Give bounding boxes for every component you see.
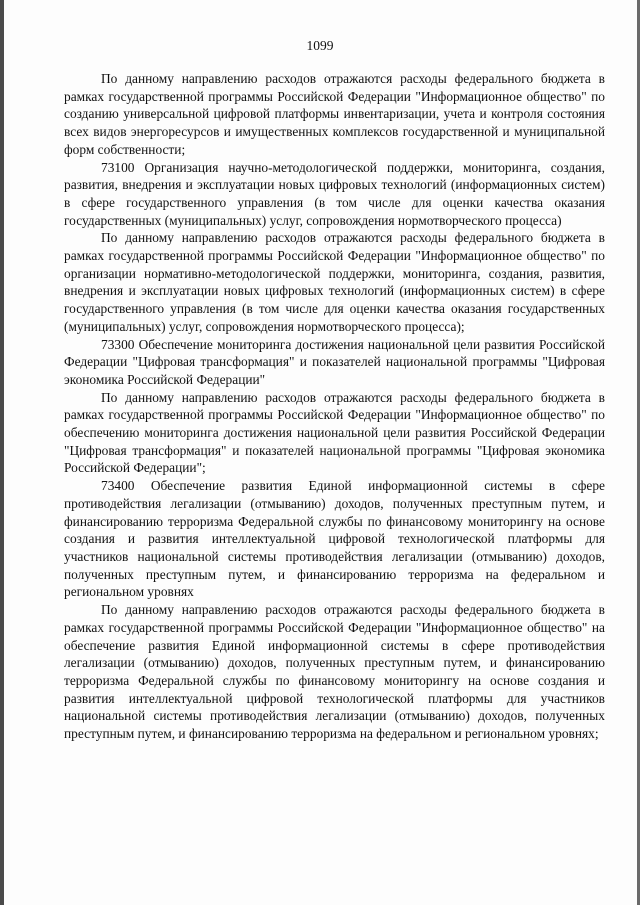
paragraph-expense-description: По данному направлению расходов отражаются расходы федерального бюджета в рамках государственной программы Российской Федерации "Информационное общество" на обеспечение развития Единой информационной системы в сфере противодействия легализации (отмыванию) доходов, полученных преступным путем, и финансированию терроризма Федеральной службы по финансовому мониторингу на основе создания и развития интеллектуальной цифровой технологической платформы для участников национальной системы противодействия легализации (отмыванию) доходов, полученных преступным путем, и финансированию терроризма на федеральном и региональном уровнях;: [64, 602, 605, 742]
paragraph-expense-description: По данному направлению расходов отражаются расходы федерального бюджета в рамках государственной программы Российской Федерации "Информационное общество" по организации нормативно-методологической поддержки, мониторинга, создания, развития, внедрения и эксплуатации новых цифровых технологий (информационных систем) в сфере государственного управления (в том числе для оценки качества оказания государственных (муниципальных) услуг, сопровождения нормотворческого процесса);: [64, 230, 605, 334]
page-number: 1099: [306, 38, 334, 53]
scan-edge-left: [0, 0, 4, 905]
paragraph-expense-description: По данному направлению расходов отражаются расходы федерального бюджета в рамках государственной программы Российской Федерации "Информационное общество" по обеспечению мониторинга достижения национальной цели развития Российской Федерации "Цифровая трансформация" и показателей национальной программы "Цифровая экономика Российской Федерации";: [64, 389, 605, 476]
document-body: [64, 70, 605, 743]
paragraph-expense-description: По данному направлению расходов отражаются расходы федерального бюджета в рамках государственной программы Российской Федерации "Информационное общество" по созданию универсальной цифровой платформы инвентаризации, учета и контроля состояния всех видов энергоресурсов и имущественных комплексов государственной и муниципальной форм собственности;: [64, 71, 605, 157]
paragraph-code-73400: 73400 Обеспечение развития Единой информационной системы в сфере противодействия легализации (отмыванию) доходов, полученных преступным путем, и финансированию терроризма Федеральной службы по финансовому мониторингу на основе создания и развития интеллектуальной цифровой технологической платформы для участников национальной системы противодействия легализации (отмыванию) доходов, полученных преступным путем, и финансированию терроризма на федеральном и региональном уровнях: [64, 478, 605, 600]
paragraph-code-73100: 73100 Организация научно-методологической поддержки, мониторинга, создания, развития, внедрения и эксплуатации новых цифровых технологий (информационных систем) в сфере государственного управления (в том числе для оценки качества оказания государственных (муниципальных) услуг, сопровождения нормотворческого процесса): [64, 159, 605, 228]
paragraph-code-73300: 73300 Обеспечение мониторинга достижения национальной цели развития Российской Федерации "Цифровая трансформация" и показателей национальной программы "Цифровая экономика Российской Федерации": [64, 336, 605, 387]
